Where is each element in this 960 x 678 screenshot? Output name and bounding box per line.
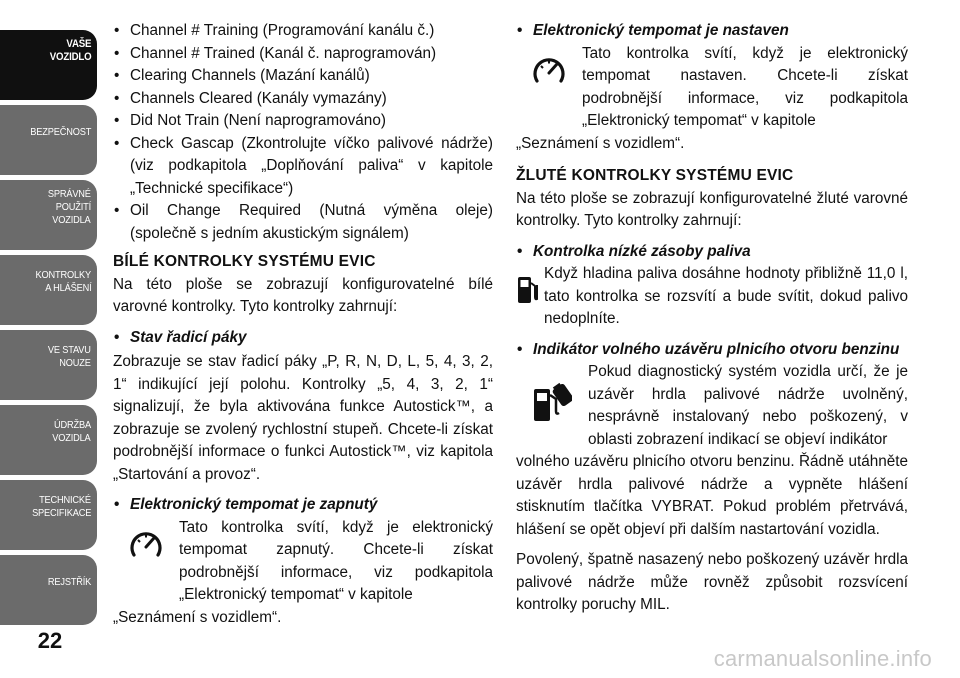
paragraph: Tato kontrolka svítí, když je elektronický tempomat zapnutý. Chcete-li získat podrobnější informace, viz podkapitola „Elektronický tempomat“ v kapitole	[179, 518, 493, 603]
subheading-cruise-on: • Elektronický tempomat je zapnutý	[113, 494, 493, 517]
tab-spravne-pouziti-vozidla[interactable]	[0, 180, 97, 250]
right-column	[516, 20, 908, 617]
tab-label: KONTROLKY	[35, 269, 91, 281]
tab-label: NOUZE	[59, 357, 91, 369]
paragraph: Povolený, špatně nasazený nebo poškozený uzávěr hrdla palivové nádrže může rovněž způsobit rozsvícení kontrolky poruchy MIL.	[516, 551, 908, 613]
speedometer-icon	[126, 525, 166, 565]
tab-bezpecnost[interactable]	[0, 105, 97, 175]
tab-label: VOZIDLO	[49, 51, 91, 63]
paragraph-tail: volného uzávěru plnicího otvoru benzinu. Řádně utáhněte uzávěr hrdla palivové nádrže a vypněte hlášení stisknutím tlačítka VYBRAT. Pokud problém přetrvává, hlášení se opět objeví při dalším nastartování vozidla.	[516, 453, 908, 538]
paragraph-tail: „Seznámení s vozidlem“.	[516, 134, 685, 152]
list-item: • Channel # Trained (Kanál č. naprogramován)	[113, 43, 493, 66]
subheading-shifter: • Stav řadicí páky	[113, 327, 493, 350]
cruise-set-block	[516, 43, 908, 133]
subheading-low-fuel: • Kontrolka nízké zásoby paliva	[516, 241, 908, 264]
left-column	[113, 20, 493, 629]
list-item: • Oil Change Required (Nutná výměna oleje) (společně s jedním akustickým signálem)	[113, 200, 493, 245]
tab-label: A HLÁŠENÍ	[44, 282, 91, 294]
fuel-pump-icon	[517, 273, 539, 305]
tab-kontrolky-a-hlaseni[interactable]	[0, 255, 97, 325]
tab-technicke-specifikace[interactable]	[0, 480, 97, 550]
watermark: carmanualsonline.info	[713, 646, 932, 671]
section-heading-yellow: ŽLUTÉ KONTROLKY SYSTÉMU EVIC	[516, 167, 794, 184]
tab-vase-vozidlo[interactable]	[0, 30, 97, 100]
paragraph: Pokud diagnostický systém vozidla určí, že je uzávěr hrdla palivové nádrže uvolněný, nesprávně instalovaný nebo poškozený, v oblasti zobrazení indikací se objeví indikátor	[588, 363, 908, 448]
tab-udrzba-vozidla[interactable]	[0, 405, 97, 475]
fuel-cap-icon	[532, 381, 572, 423]
page-number: 22	[37, 628, 63, 653]
paragraph-tail: „Seznámení s vozidlem“.	[113, 608, 282, 626]
tab-label: VOZIDLA	[52, 214, 91, 226]
subheading-cruise-set: • Elektronický tempomat je nastaven	[516, 20, 908, 43]
list-item: • Channel # Training (Programování kanálu č.)	[113, 20, 493, 43]
tab-label: VE STAVU	[48, 344, 91, 356]
tab-label: REJSTŘÍK	[47, 576, 91, 588]
tab-label: VAŠE	[66, 38, 91, 50]
tab-rejstrik[interactable]	[0, 555, 97, 625]
tab-label: BEZPEČNOST	[30, 126, 91, 138]
cruise-on-block	[113, 517, 493, 607]
paragraph: Tato kontrolka svítí, když je elektronický tempomat nastaven. Chcete-li získat podrobnější informace, viz podkapitola „Elektronický tempomat“ v kapitole	[582, 44, 908, 129]
list-item: • Channels Cleared (Kanály vymazány)	[113, 88, 493, 111]
list-item: • Check Gascap (Zkontrolujte víčko palivové nádrže) (viz podkapitola „Doplňování paliva“ v kapitole „Technické specifikace“)	[113, 133, 493, 201]
tab-label: SPRÁVNÉ	[48, 188, 91, 200]
paragraph: Když hladina paliva dosáhne hodnoty přibližně 11,0 l, tato kontrolka se rozsvítí a bude svítit, dokud palivo nedoplníte.	[544, 265, 908, 327]
tab-label: SPECIFIKACE	[31, 507, 91, 519]
list-item: • Did Not Train (Není naprogramováno)	[113, 110, 493, 133]
message-list	[113, 20, 493, 245]
tab-label: ÚDRŽBA	[54, 419, 91, 431]
gas-cap-block	[516, 361, 908, 451]
speedometer-icon	[529, 51, 569, 91]
low-fuel-block	[516, 263, 908, 331]
tab-label: VOZIDLA	[52, 432, 91, 444]
subheading-gas-cap: • Indikátor volného uzávěru plnicího otvoru benzinu	[516, 339, 908, 362]
paragraph: Zobrazuje se stav řadicí páky „P, R, N, D, L, 5, 4, 3, 2, 1“ indikující její polohu. Kontrolky „5, 4, 3, 2, 1“ signalizují, že byla aktivována funkce Autostick™, a zobrazuje se zvolený rychlostní stupeň. Chcete-li získat podrobnější informace o funkci Autostick™, viz kapitola „Startování a provoz“.	[113, 353, 493, 483]
paragraph: Na této ploše se zobrazují konfigurovatelné bílé varovné kontrolky. Tyto kontrolky zahrnují:	[113, 275, 493, 315]
tab-ve-stavu-nouze[interactable]	[0, 330, 97, 400]
list-item: • Clearing Channels (Mazání kanálů)	[113, 65, 493, 88]
paragraph: Na této ploše se zobrazují konfigurovatelné žluté varovné kontrolky. Tyto kontrolky zahrnují:	[516, 189, 908, 229]
tab-label: TECHNICKÉ	[39, 494, 91, 506]
tab-label: POUŽITÍ	[55, 201, 91, 213]
section-heading-white: BÍLÉ KONTROLKY SYSTÉMU EVIC	[113, 253, 376, 270]
